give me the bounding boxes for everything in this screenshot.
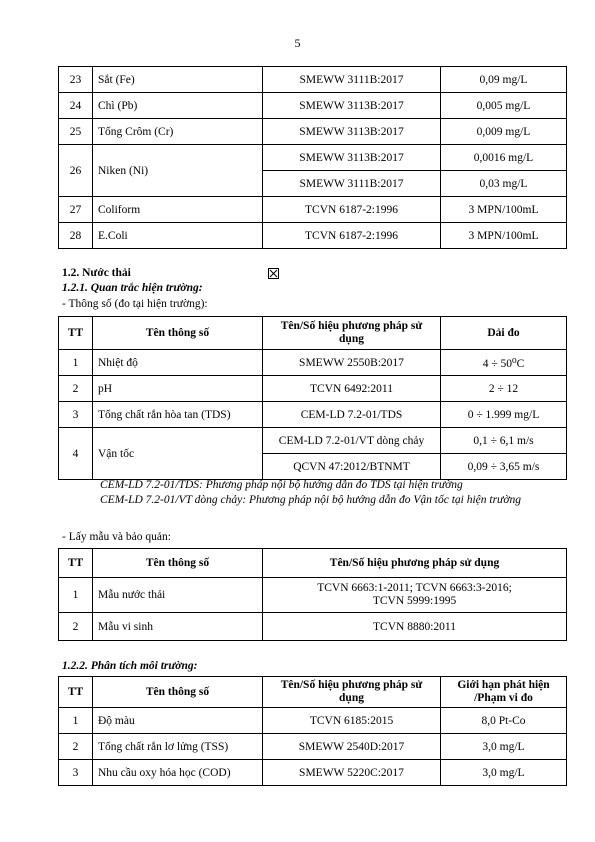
- method-cell: TCVN 6187-2:1996: [263, 197, 441, 223]
- header-tt: TT: [59, 677, 93, 708]
- method-cell: SMEWW 3113B:2017: [263, 119, 441, 145]
- method-cell: TCVN 6187-2:1996: [263, 223, 441, 249]
- row-number: 26: [59, 145, 93, 197]
- range-cell: 0,09 ÷ 3,65 m/s: [441, 454, 567, 480]
- section-heading-environmental-analysis: 1.2.2. Phân tích môi trường:: [62, 660, 198, 672]
- table-row: [59, 350, 567, 376]
- row-number: 23: [59, 67, 93, 93]
- header-method: Tên/Số hiệu phương pháp sử dụng: [263, 549, 567, 578]
- row-number: 3: [59, 402, 93, 428]
- range-cell: 2 ÷ 12: [441, 376, 567, 402]
- row-number: 25: [59, 119, 93, 145]
- method-cell: SMEWW 3111B:2017: [263, 171, 441, 197]
- parameter-name: Tổng Crôm (Cr): [93, 119, 263, 145]
- header-tt: TT: [59, 549, 93, 578]
- table-header-row: [59, 677, 567, 708]
- table-row: [59, 402, 567, 428]
- sampling-label: - Lấy mẫu và bảo quản:: [62, 531, 171, 543]
- limit-cell: 3,0 mg/L: [441, 760, 567, 786]
- parameter-name: Chì (Pb): [93, 93, 263, 119]
- method-cell: TCVN 6492:2011: [263, 376, 441, 402]
- row-number: 2: [59, 734, 93, 760]
- table-row: [59, 708, 567, 734]
- sampling-table: [58, 548, 567, 641]
- header-method: Tên/Số hiệu phương pháp sử dụng: [263, 677, 441, 708]
- field-parameters-label: - Thông số (đo tại hiện trường):: [62, 298, 208, 310]
- method-cell: CEM-LD 7.2-01/TDS: [263, 402, 441, 428]
- method-cell: CEM-LD 7.2-01/VT dòng chảy: [263, 428, 441, 454]
- table-header-row: [59, 549, 567, 578]
- row-number: 4: [59, 428, 93, 480]
- table-row: [59, 428, 567, 454]
- parameter-name: Tổng chất rắn hòa tan (TDS): [93, 402, 263, 428]
- limit-cell: 8,0 Pt-Co: [441, 708, 567, 734]
- parameter-name: Nhiệt độ: [93, 350, 263, 376]
- range-cell: 4 ÷ 50⁰C: [441, 350, 567, 376]
- table-row: [59, 67, 567, 93]
- method-cell: TCVN 6185:2015: [263, 708, 441, 734]
- table-row: [59, 197, 567, 223]
- parameter-name: Nhu cầu oxy hóa học (COD): [93, 760, 263, 786]
- parameter-name: pH: [93, 376, 263, 402]
- method-cell: SMEWW 3111B:2017: [263, 67, 441, 93]
- section-heading-wastewater: 1.2. Nước thải: [62, 267, 131, 279]
- method-cell: SMEWW 3113B:2017: [263, 93, 441, 119]
- method-cell: TCVN 8880:2011: [263, 613, 567, 641]
- method-cell: SMEWW 2550B:2017: [263, 350, 441, 376]
- limit-cell: 0,09 mg/L: [441, 67, 567, 93]
- method-cell: SMEWW 2540D:2017: [263, 734, 441, 760]
- method-cell: SMEWW 5220C:2017: [263, 760, 441, 786]
- checkbox-x-icon: [268, 268, 279, 279]
- section-heading-field-monitoring: 1.2.1. Quan trắc hiện trường:: [62, 282, 203, 294]
- field-monitoring-table: [58, 316, 567, 480]
- method-cell: [263, 578, 567, 613]
- table-row: [59, 145, 567, 171]
- header-range: Dải đo: [441, 317, 567, 350]
- header-name: Tên thông số: [93, 549, 263, 578]
- row-number: 28: [59, 223, 93, 249]
- table-row: [59, 376, 567, 402]
- parameter-name: E.Coli: [93, 223, 263, 249]
- parameter-name: Coliform: [93, 197, 263, 223]
- range-cell: 0 ÷ 1.999 mg/L: [441, 402, 567, 428]
- header-name: Tên thông số: [93, 317, 263, 350]
- method-cell: SMEWW 3113B:2017: [263, 145, 441, 171]
- row-number: 1: [59, 578, 93, 613]
- parameter-name: Niken (Ni): [93, 145, 263, 197]
- method-line: TCVN 6663:1-2011; TCVN 6663:3-2016;: [317, 582, 512, 594]
- header-method: Tên/Số hiệu phương pháp sử dụng: [263, 317, 441, 350]
- limit-cell: 0,005 mg/L: [441, 93, 567, 119]
- row-number: 27: [59, 197, 93, 223]
- header-tt: TT: [59, 317, 93, 350]
- parameter-name: Mẫu nước thải: [93, 578, 263, 613]
- limit-cell: 3 MPN/100mL: [441, 223, 567, 249]
- parameter-name: Độ màu: [93, 708, 263, 734]
- table-row: [59, 223, 567, 249]
- row-number: 3: [59, 760, 93, 786]
- table-row: [59, 93, 567, 119]
- method-note-velocity: CEM-LD 7.2-01/VT dòng chảy: Phương pháp nội bộ hướng dẫn đo Vận tốc tại hiện trường: [100, 494, 521, 506]
- parameter-name: Mẫu vi sinh: [93, 613, 263, 641]
- table-header-row: [59, 317, 567, 350]
- parameter-name: Sắt (Fe): [93, 67, 263, 93]
- row-number: 1: [59, 708, 93, 734]
- header-name: Tên thông số: [93, 677, 263, 708]
- row-number: 2: [59, 613, 93, 641]
- limit-cell: 0,0016 mg/L: [441, 145, 567, 171]
- method-note-tds: CEM-LD 7.2-01/TDS: Phương pháp nội bộ hướng dẫn đo TDS tại hiện trường: [100, 479, 463, 491]
- method-line: TCVN 5999:1995: [372, 595, 457, 607]
- method-cell: QCVN 47:2012/BTNMT: [263, 454, 441, 480]
- table-row: [59, 578, 567, 613]
- table-row: [59, 119, 567, 145]
- parameter-name: Tổng chất rắn lơ lửng (TSS): [93, 734, 263, 760]
- row-number: 2: [59, 376, 93, 402]
- page-number: 5: [294, 36, 301, 50]
- header-limit: Giới hạn phát hiện /Phạm vi đo: [441, 677, 567, 708]
- table-row: [59, 760, 567, 786]
- continued-parameters-table: [58, 66, 567, 249]
- row-number: 1: [59, 350, 93, 376]
- environmental-analysis-table: [58, 676, 567, 786]
- table-row: [59, 734, 567, 760]
- limit-cell: 3 MPN/100mL: [441, 197, 567, 223]
- limit-cell: 3,0 mg/L: [441, 734, 567, 760]
- table-row: [59, 613, 567, 641]
- limit-cell: 0,009 mg/L: [441, 119, 567, 145]
- row-number: 24: [59, 93, 93, 119]
- limit-cell: 0,03 mg/L: [441, 171, 567, 197]
- range-cell: 0,1 ÷ 6,1 m/s: [441, 428, 567, 454]
- parameter-name: Vận tốc: [93, 428, 263, 480]
